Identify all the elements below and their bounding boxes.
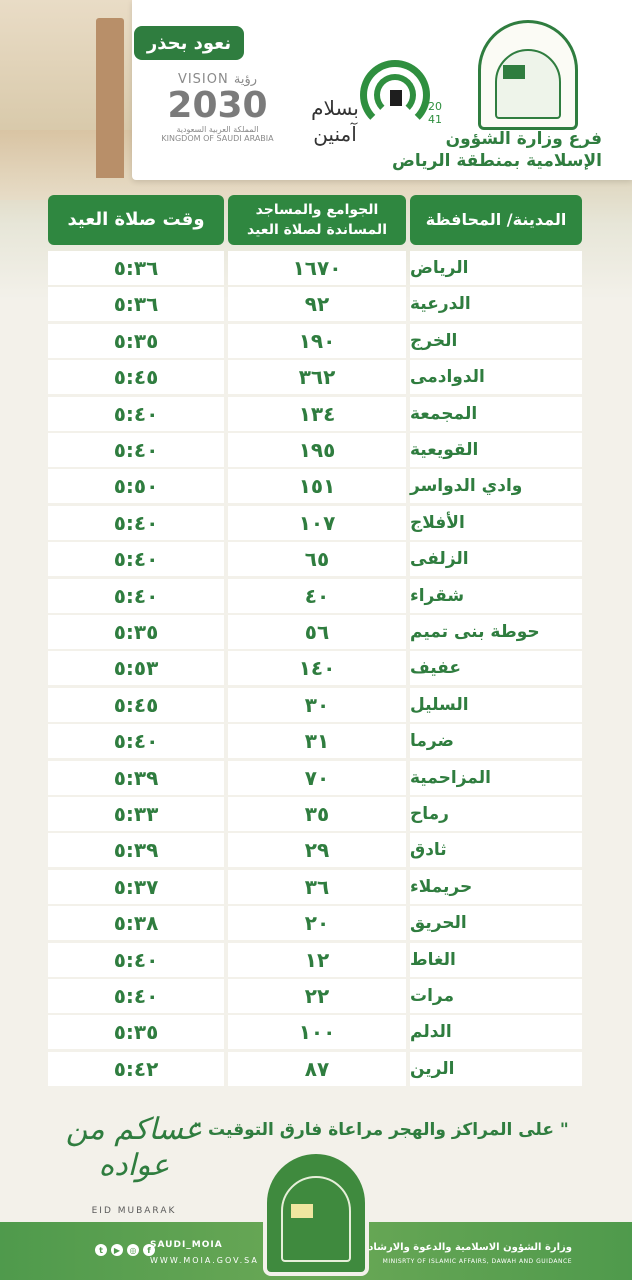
- row-time: ٥:٤٠: [48, 542, 224, 576]
- vision-2030-logo: [150, 72, 285, 162]
- row-count: ١٦٧٠: [228, 251, 406, 285]
- row-time: ٥:٣٦: [48, 251, 224, 285]
- row-count: ١٩٥: [228, 433, 406, 467]
- branch-title: [372, 128, 602, 172]
- facebook-icon[interactable]: f: [143, 1244, 155, 1256]
- table-header: [0, 195, 632, 245]
- row-time: ٥:٤٠: [48, 506, 224, 540]
- row-count: ٦٥: [228, 542, 406, 576]
- row-time: ٥:٣٩: [48, 761, 224, 795]
- ministry-name-en: MINISRTY OF ISLAMIC AFFAIRS, DAWAH AND GUIDANCE: [382, 1258, 572, 1265]
- branch-line1: فرع وزارة الشؤون: [445, 129, 602, 149]
- row-city: الدلم: [410, 1015, 582, 1049]
- row-count: ٣٥: [228, 797, 406, 831]
- row-city: عفيف: [410, 651, 582, 685]
- row-city: الدرعية: [410, 287, 582, 321]
- footer-ministry-emblem-icon: [263, 1150, 369, 1276]
- row-count: ٧٠: [228, 761, 406, 795]
- peace-line2: آمنين: [313, 122, 357, 146]
- row-count: ١٩٠: [228, 324, 406, 358]
- row-count: ٣١: [228, 724, 406, 758]
- row-time: ٥:٤٢: [48, 1052, 224, 1086]
- website-link[interactable]: WWW.MOIA.GOV.SA: [150, 1256, 259, 1265]
- row-time: ٥:٣٦: [48, 287, 224, 321]
- peace-year: 20 41: [428, 100, 442, 126]
- table-row: [0, 906, 632, 940]
- row-city: الغاط: [410, 943, 582, 977]
- row-time: ٥:٤٥: [48, 360, 224, 394]
- row-count: ٢٠: [228, 906, 406, 940]
- row-count: ٢٢: [228, 979, 406, 1013]
- row-count: ٢٩: [228, 833, 406, 867]
- row-city: ضرما: [410, 724, 582, 758]
- table-row: [0, 324, 632, 358]
- row-city: الخرج: [410, 324, 582, 358]
- row-city: مرات: [410, 979, 582, 1013]
- eid-calligraphy: عساكم من عواده: [65, 1112, 203, 1183]
- row-time: ٥:٣٨: [48, 906, 224, 940]
- vision-sub-en: KINGDOM OF SAUDI ARABIA: [161, 134, 274, 143]
- ministry-emblem-icon: [478, 20, 578, 130]
- table-row: [0, 251, 632, 285]
- row-count: ٥٦: [228, 615, 406, 649]
- row-count: ١٠٠: [228, 1015, 406, 1049]
- table-row: [0, 979, 632, 1013]
- row-city: الرين: [410, 1052, 582, 1086]
- row-time: ٥:٤٥: [48, 688, 224, 722]
- table-row: [0, 433, 632, 467]
- row-city: حريملاء: [410, 870, 582, 904]
- row-count: ١٤٠: [228, 651, 406, 685]
- row-count: ٤٠: [228, 579, 406, 613]
- row-city: الحريق: [410, 906, 582, 940]
- row-city: الدوادمى: [410, 360, 582, 394]
- row-city: القويعية: [410, 433, 582, 467]
- social-icons: [95, 1244, 155, 1256]
- row-count: ٨٧: [228, 1052, 406, 1086]
- table-row: [0, 287, 632, 321]
- row-count: ١٠٧: [228, 506, 406, 540]
- footer-quran-icon: [291, 1204, 313, 1218]
- table-row: [0, 651, 632, 685]
- row-time: ٥:٤٠: [48, 943, 224, 977]
- table-row: [0, 688, 632, 722]
- row-count: ٣٦٢: [228, 360, 406, 394]
- branch-line2: الإسلامية بمنطقة الرياض: [392, 151, 602, 171]
- row-city: الأفلاج: [410, 506, 582, 540]
- row-count: ٩٢: [228, 287, 406, 321]
- table-row: [0, 833, 632, 867]
- eid-greeting: [64, 1112, 204, 1216]
- table-row: [0, 1015, 632, 1049]
- fort-tower-image: [96, 18, 124, 178]
- row-city: المزاحمية: [410, 761, 582, 795]
- table-row: [0, 870, 632, 904]
- row-time: ٥:٣٧: [48, 870, 224, 904]
- row-count: ٣٦: [228, 870, 406, 904]
- row-city: السليل: [410, 688, 582, 722]
- table-row: [0, 579, 632, 613]
- row-count: ١٣٤: [228, 397, 406, 431]
- row-city: حوطة بنى تميم: [410, 615, 582, 649]
- eid-english: EID MUBARAK: [91, 1206, 177, 1216]
- row-time: ٥:٣٥: [48, 324, 224, 358]
- table-row: [0, 469, 632, 503]
- social-handle[interactable]: SAUDI_MOIA: [150, 1240, 223, 1250]
- ministry-name-ar: وزارة الشؤون الاسلامية والدعوة والارشاد: [368, 1242, 572, 1253]
- row-city: ثادق: [410, 833, 582, 867]
- vision-sub-ar: المملكة العربية السعودية: [176, 125, 259, 134]
- row-time: ٥:٥٣: [48, 651, 224, 685]
- table-row: [0, 360, 632, 394]
- row-time: ٥:٣٣: [48, 797, 224, 831]
- table-row: [0, 542, 632, 576]
- row-time: ٥:٣٩: [48, 833, 224, 867]
- row-time: ٥:٣٥: [48, 1015, 224, 1049]
- row-time: ٥:٥٠: [48, 469, 224, 503]
- vision-year: 2030: [167, 85, 268, 126]
- youtube-icon[interactable]: ▶: [111, 1244, 123, 1256]
- peace-line1: بسلام: [311, 96, 359, 120]
- row-city: رماح: [410, 797, 582, 831]
- row-city: المجمعة: [410, 397, 582, 431]
- row-time: ٥:٤٠: [48, 579, 224, 613]
- table-row: [0, 506, 632, 540]
- row-city: الزلفى: [410, 542, 582, 576]
- row-city: الرياض: [410, 251, 582, 285]
- row-time: ٥:٤٠: [48, 979, 224, 1013]
- vision-latin: VISION: [177, 72, 229, 87]
- header-count: الجوامع والمساجد المساندة لصلاة العيد: [228, 195, 406, 245]
- twitter-icon[interactable]: t: [95, 1244, 107, 1256]
- row-count: ١٢: [228, 943, 406, 977]
- row-count: ٣٠: [228, 688, 406, 722]
- row-time: ٥:٣٥: [48, 615, 224, 649]
- table-row: [0, 724, 632, 758]
- instagram-icon[interactable]: ◎: [127, 1244, 139, 1256]
- peace-square-icon: [390, 90, 402, 106]
- header-time: وقت صلاة العيد: [48, 195, 224, 245]
- vision-ar: رؤية: [233, 72, 258, 87]
- row-time: ٥:٤٠: [48, 433, 224, 467]
- row-count: ١٥١: [228, 469, 406, 503]
- table-row: [0, 943, 632, 977]
- timing-note: " على المراكز والهجر مراعاة فارق التوقيت ": [193, 1120, 569, 1140]
- row-time: ٥:٤٠: [48, 397, 224, 431]
- header-city: المدينة/ المحافظة: [410, 195, 582, 245]
- row-city: شقراء: [410, 579, 582, 613]
- table-row: [0, 761, 632, 795]
- table-row: [0, 797, 632, 831]
- table-row: [0, 1052, 632, 1086]
- campaign-badge: نعود بحذر: [134, 26, 244, 60]
- row-city: وادي الدواسر: [410, 469, 582, 503]
- row-time: ٥:٤٠: [48, 724, 224, 758]
- table-row: [0, 397, 632, 431]
- table-row: [0, 615, 632, 649]
- quran-icon: [503, 65, 525, 79]
